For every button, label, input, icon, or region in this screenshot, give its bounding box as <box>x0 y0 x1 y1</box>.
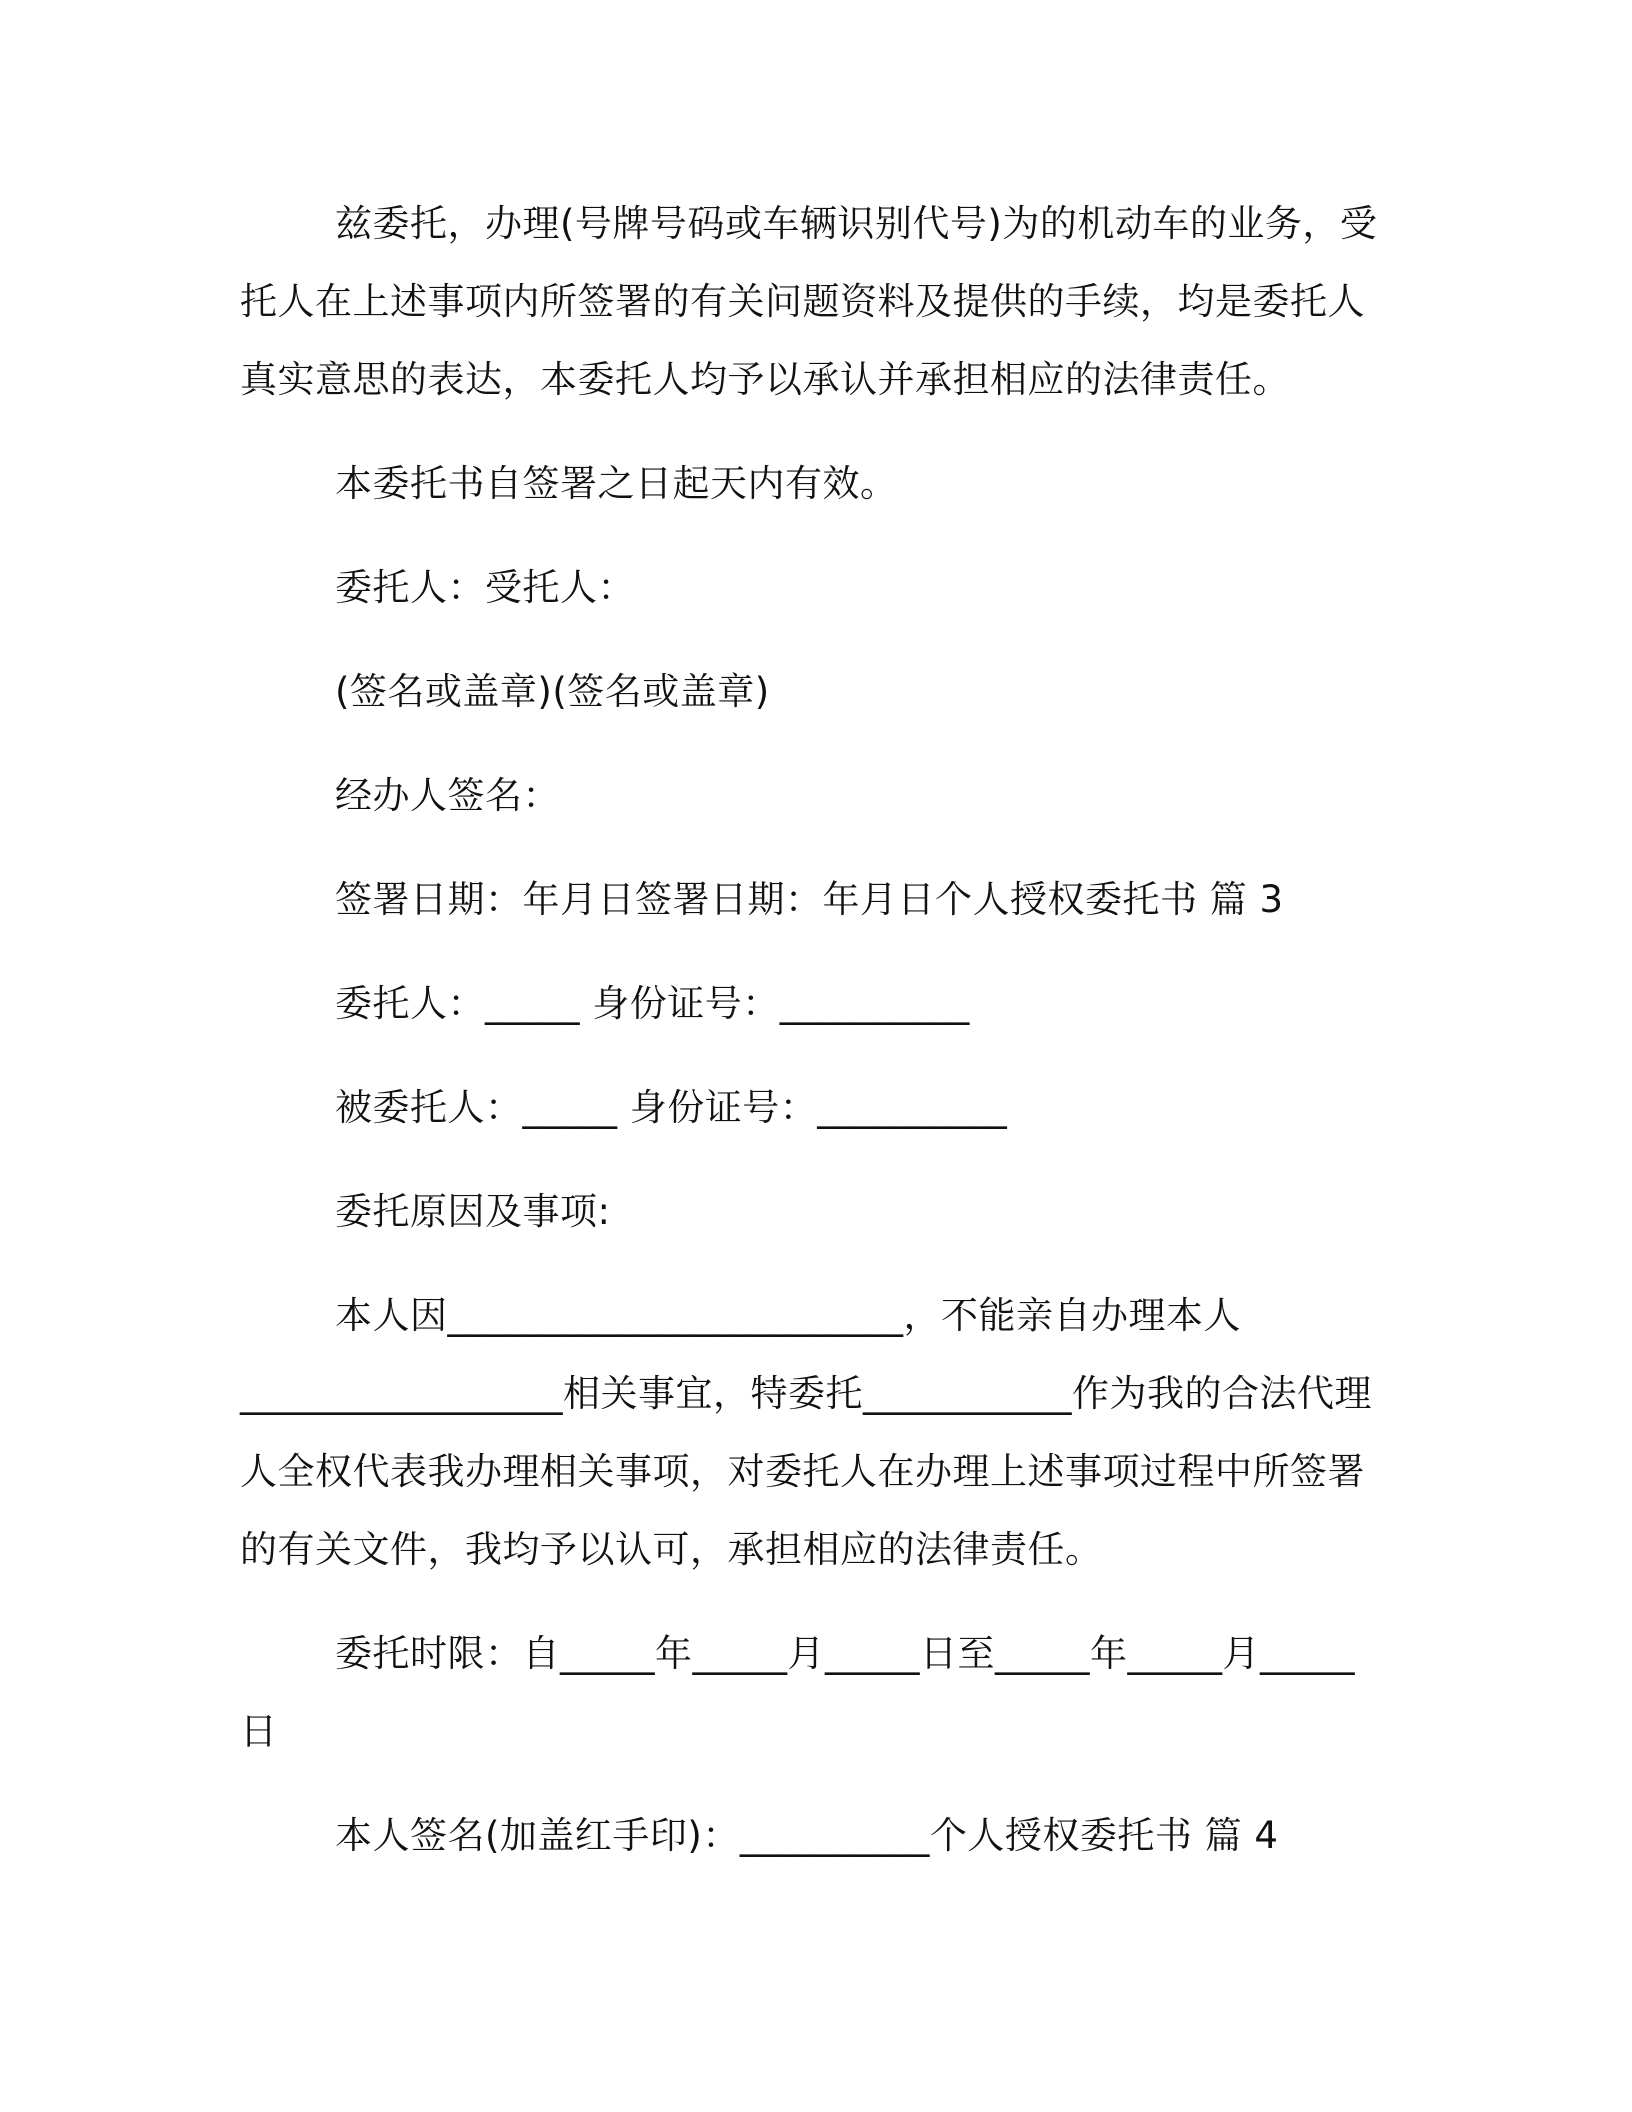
paragraph-term: 委托时限：自_____年_____月_____日至_____年_____月_____日 <box>240 1632 1355 1753</box>
paragraph-signature-note: (签名或盖章)(签名或盖章) <box>335 670 770 713</box>
paragraph-principal: 委托人：_____ 身份证号：__________ <box>335 982 970 1025</box>
paragraph-reason-heading: 委托原因及事项: <box>335 1190 611 1233</box>
paragraph-authorization-scope: 兹委托，办理(号牌号码或车辆识别代号)为的机动车的业务，受托人在上述事项内所签署的有关问题资料及提供的手续，均是委托人真实意思的表达，本委托人均予以承认并承担相应的法律责任。 <box>240 202 1378 401</box>
paragraph-parties: 委托人：受托人： <box>335 566 635 609</box>
paragraph-agent: 被委托人：_____ 身份证号：__________ <box>335 1086 1008 1129</box>
paragraph-self-signature: 本人签名(加盖红手印)：__________个人授权委托书 篇 4 <box>335 1814 1279 1857</box>
document-body <box>240 185 1380 1875</box>
paragraph-handler-signature: 经办人签名： <box>335 774 560 817</box>
paragraph-validity: 本委托书自签署之日起天内有效。 <box>335 462 898 505</box>
paragraph-sign-date: 签署日期：年月日签署日期：年月日个人授权委托书 篇 3 <box>335 878 1284 921</box>
paragraph-reason-body: 本人因________________________，不能亲自办理本人_________________相关事宜，特委托___________作为我的合法代理人全权代表我办理相关事项，对委托人在办理上述事项过程中所签署的有关文件，我均予以认可，承担相应的法律责任。 <box>240 1294 1372 1571</box>
